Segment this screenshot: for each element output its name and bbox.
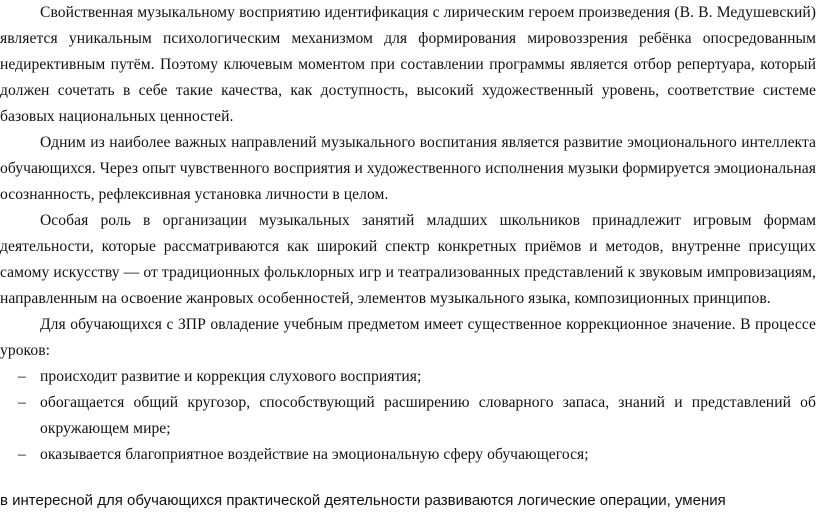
list-item — [0, 442, 816, 468]
paragraph-zpr-students: Для обучающихся с ЗПР овладение учебным предметом имеет существенное коррекционное значение. В процессе уроков: — [0, 316, 816, 359]
bullet-list — [0, 364, 816, 468]
dash-marker: – — [18, 394, 26, 411]
list-item — [0, 364, 816, 390]
dash-marker: – — [18, 368, 26, 385]
continuation-line: в интересной для обучающихся практической деятельности развиваются логические операции, умения — [0, 492, 726, 509]
dash-marker: – — [18, 446, 26, 463]
list-item — [0, 390, 816, 442]
list-item-text: происходит развитие и коррекция слухового восприятия; — [40, 368, 422, 385]
paragraph-identification: Свойственная музыкальному восприятию идентификация с лирическим героем произведения (В. В. Медушевский) является уникальным психологическим механизмом для формирования мировоззрения ребёнка опосредованным недирективным путём. Поэтому ключевым моментом при составлении программы является отбор репертуара, который должен сочетать в себе такие качества, как доступность, высокий художественный уровень, соответствие системе базовых национальных ценностей. — [0, 4, 816, 125]
paragraph-game-forms: Особая роль в организации музыкальных занятий младших школьников принадлежит игровым формам деятельности, которые рассматриваются как широкий спектр конкретных приёмов и методов, внутренне присущих самому искусству — от традиционных фольклорных игр и театрализованных представлений к звуковым импровизациям, направленным на освоение жанровых особенностей, элементов музыкального языка, композиционных принципов. — [0, 212, 816, 307]
list-item-text: оказывается благоприятное воздействие на эмоциональную сферу обучающегося; — [40, 446, 589, 463]
paragraph-emotional-intelligence: Одним из наиболее важных направлений музыкального воспитания является развитие эмоционального интеллекта обучающихся. Через опыт чувственного восприятия и художественного исполнения музыки формируется эмоциональная осознанность, рефлексивная установка личности в целом. — [0, 134, 816, 203]
list-item-text: обогащается общий кругозор, способствующий расширению словарного запаса, знаний и представлений об окружающем мире; — [40, 394, 816, 437]
